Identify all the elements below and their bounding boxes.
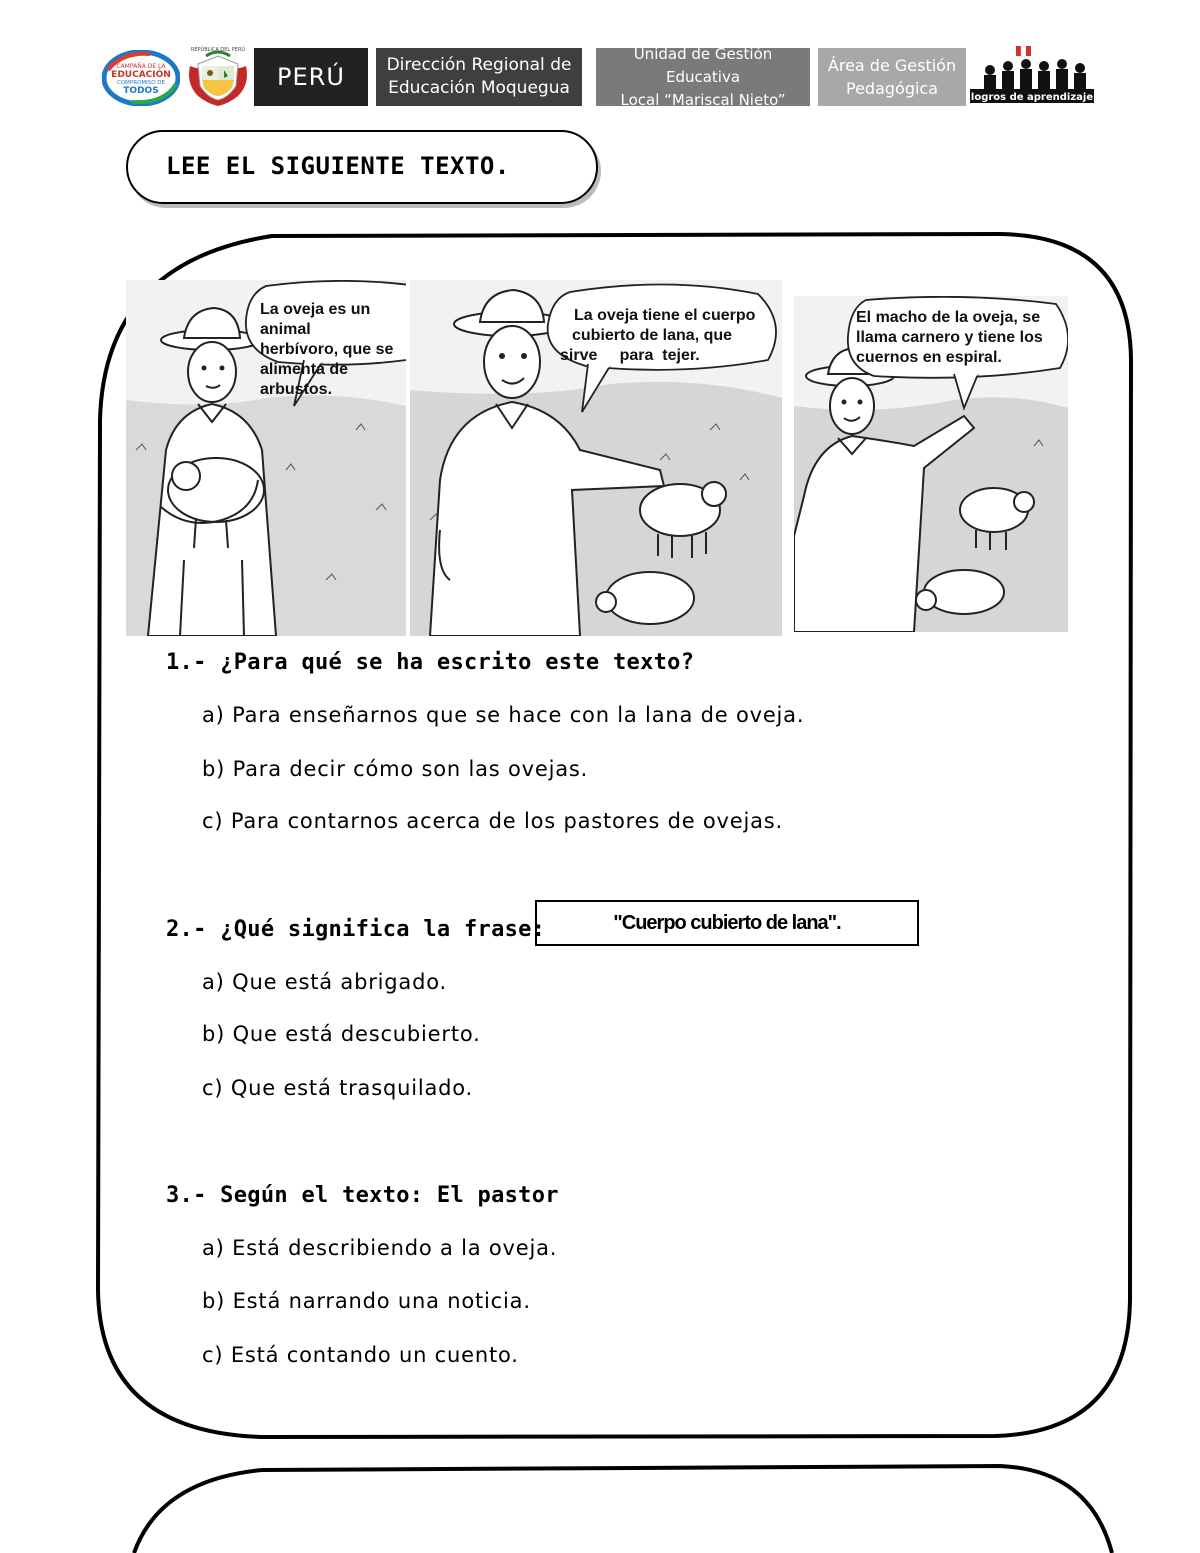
question-3-option-b[interactable]: b) Está narrando una noticia. <box>202 1289 531 1313</box>
instruction-title: LEE EL SIGUIENTE TEXTO. <box>166 152 510 180</box>
question-1-option-a[interactable]: a) Para enseñarnos que se hace con la lana de oveja. <box>202 703 805 727</box>
logo-edu-line3: COMPROMISO DE <box>116 80 166 86</box>
comic-panel-2 <box>410 280 782 636</box>
question-2-option-a[interactable]: a) Que está abrigado. <box>202 970 447 994</box>
bubble3-line3: cuernos en espiral. <box>856 349 1002 366</box>
drem-line2: Educación Moquegua <box>388 78 570 98</box>
ugel-line2: Local “Mariscal Nieto” <box>620 90 786 109</box>
comic-panel-3 <box>794 296 1068 632</box>
shield-caption: REPÚBLICA DEL PERÚ <box>190 47 246 53</box>
question-2-option-b[interactable]: b) Que está descubierto. <box>202 1022 481 1046</box>
bubble1-line3: alimenta de arbustos. <box>260 361 349 398</box>
logo-edu-line1: CAMPAÑA DE LA <box>116 63 166 70</box>
question-2-phrase-box: "Cuerpo cubierto de lana". <box>535 900 919 946</box>
bubble2-line1: La oveja tiene el cuerpo <box>574 307 756 324</box>
question-2-title: 2.- ¿Qué significa la frase: <box>166 917 546 942</box>
bubble2-line3: sirve para tejer. <box>560 347 700 364</box>
area-line2: Pedagógica <box>845 79 939 98</box>
peru-label: PERÚ <box>254 48 368 106</box>
question-1-title: 1.- ¿Para qué se ha escrito este texto? <box>166 650 695 675</box>
area-line1: Área de Gestión <box>827 56 957 75</box>
bubble1-line2: herbívoro, que se <box>260 341 394 358</box>
question-3-option-c[interactable]: c) Está contando un cuento. <box>202 1343 519 1367</box>
bubble1-line1: La oveja es un animal <box>260 301 371 338</box>
logo-edu-line4: TODOS <box>123 86 159 96</box>
logo-edu-line2: EDUCACIÓN <box>111 70 171 80</box>
ugel-line1: Unidad de Gestión Educativa <box>633 44 773 86</box>
question-2-option-c[interactable]: c) Que está trasquilado. <box>202 1076 474 1100</box>
bubble3-line1: El macho de la oveja, se <box>856 309 1041 326</box>
drem-line1: Dirección Regional de <box>386 55 572 75</box>
comic-panel-1 <box>126 280 406 636</box>
question-3-title: 3.- Según el texto: El pastor <box>166 1183 559 1208</box>
question-1-option-c[interactable]: c) Para contarnos acerca de los pastores de ovejas. <box>202 809 784 833</box>
question-3-option-a[interactable]: a) Está describiendo a la oveja. <box>202 1236 558 1260</box>
bubble3-line2: llama carnero y tiene los <box>856 329 1043 346</box>
question-1-option-b[interactable]: b) Para decir cómo son las ovejas. <box>202 757 589 781</box>
logros-text: logros de aprendizaje <box>970 92 1094 103</box>
bubble2-line2: cubierto de lana, que <box>572 327 733 344</box>
